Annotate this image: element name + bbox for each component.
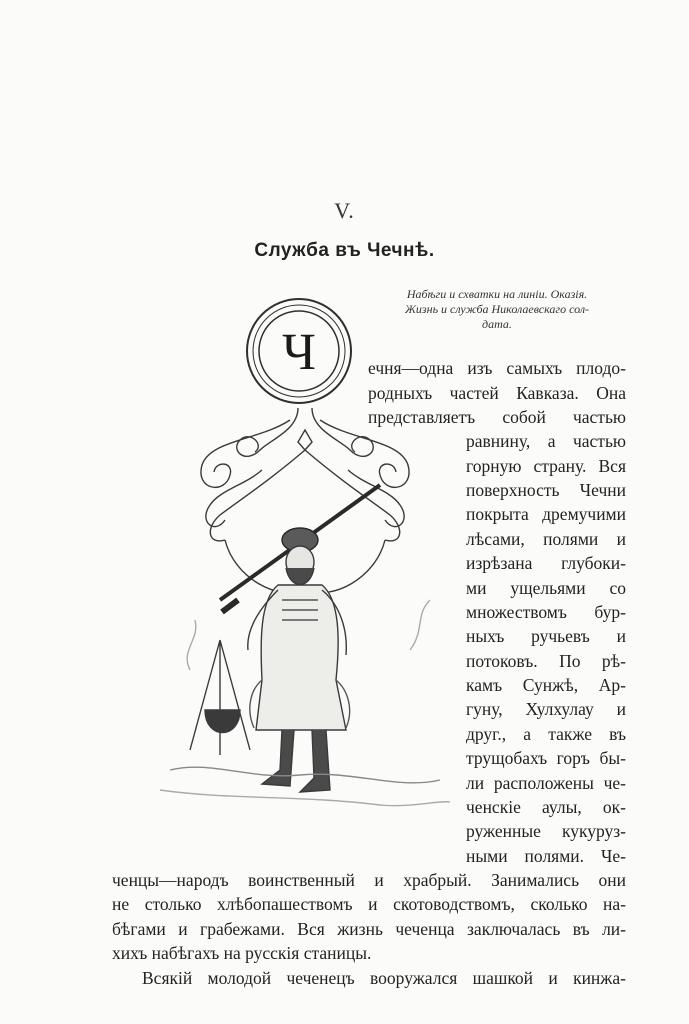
text-line: горную страну. Вся [466, 456, 626, 476]
epigraph-line: Набѣги и схватки на линіи. Оказія. [406, 287, 588, 301]
chapter-number: V. [334, 198, 355, 223]
chapter-title: Служба въ Чечнѣ. [254, 240, 435, 261]
text-line: хихъ набѣгахъ на русскія станицы. [112, 943, 372, 963]
text-line: покрыта дремучими [466, 504, 626, 524]
text-line: представляетъ собой частью [368, 407, 626, 427]
text-line: множествомъ бур- [466, 602, 626, 622]
text-line: ми ущельями со [466, 578, 626, 598]
text-line: друг., а также въ [466, 724, 626, 744]
initial-letter: Ч [282, 324, 316, 381]
text-line: ными полями. Че- [466, 846, 626, 866]
epigraph-line: дата. [482, 317, 512, 331]
text-line: руженные кукуруз- [466, 821, 626, 841]
text-line: не столько хлѣбопашествомъ и скотоводствомъ, сколько на- [112, 894, 626, 914]
text-line: ечня—одна изъ самыхъ плодо- [368, 358, 626, 378]
epigraph-line: Жизнь и служба Николаевскаго сол- [404, 302, 590, 316]
text-line: ныхъ ручьевъ и [466, 626, 626, 646]
text-line: трущобахъ горъ бы- [466, 748, 626, 768]
text-line: поверхность Чечни [466, 480, 626, 500]
text-line: потоковъ. По рѣ- [466, 651, 626, 671]
text-line: изрѣзана глубоки- [466, 553, 626, 573]
text-line: ченцы—народъ воинственный и храбрый. Занимались они [112, 870, 626, 890]
text-line: ченскіе аулы, ок- [466, 797, 626, 817]
text-line: Всякій молодой чеченецъ вооружался шашкой и кинжа- [142, 968, 626, 988]
text-line: камъ Сунжѣ, Ар- [466, 675, 626, 695]
text-line: лѣсами, полями и [466, 529, 626, 549]
text-line: ли расположены че- [466, 773, 626, 793]
text-line: бѣгами и грабежами. Вся жизнь чеченца заключалась въ ли- [112, 919, 626, 939]
text-line: равнину, а частью [466, 431, 626, 451]
drop-initial [244, 296, 354, 406]
text-line: гуну, Хулхулау и [466, 699, 626, 719]
text-line: родныхъ частей Кавказа. Она [368, 383, 626, 403]
